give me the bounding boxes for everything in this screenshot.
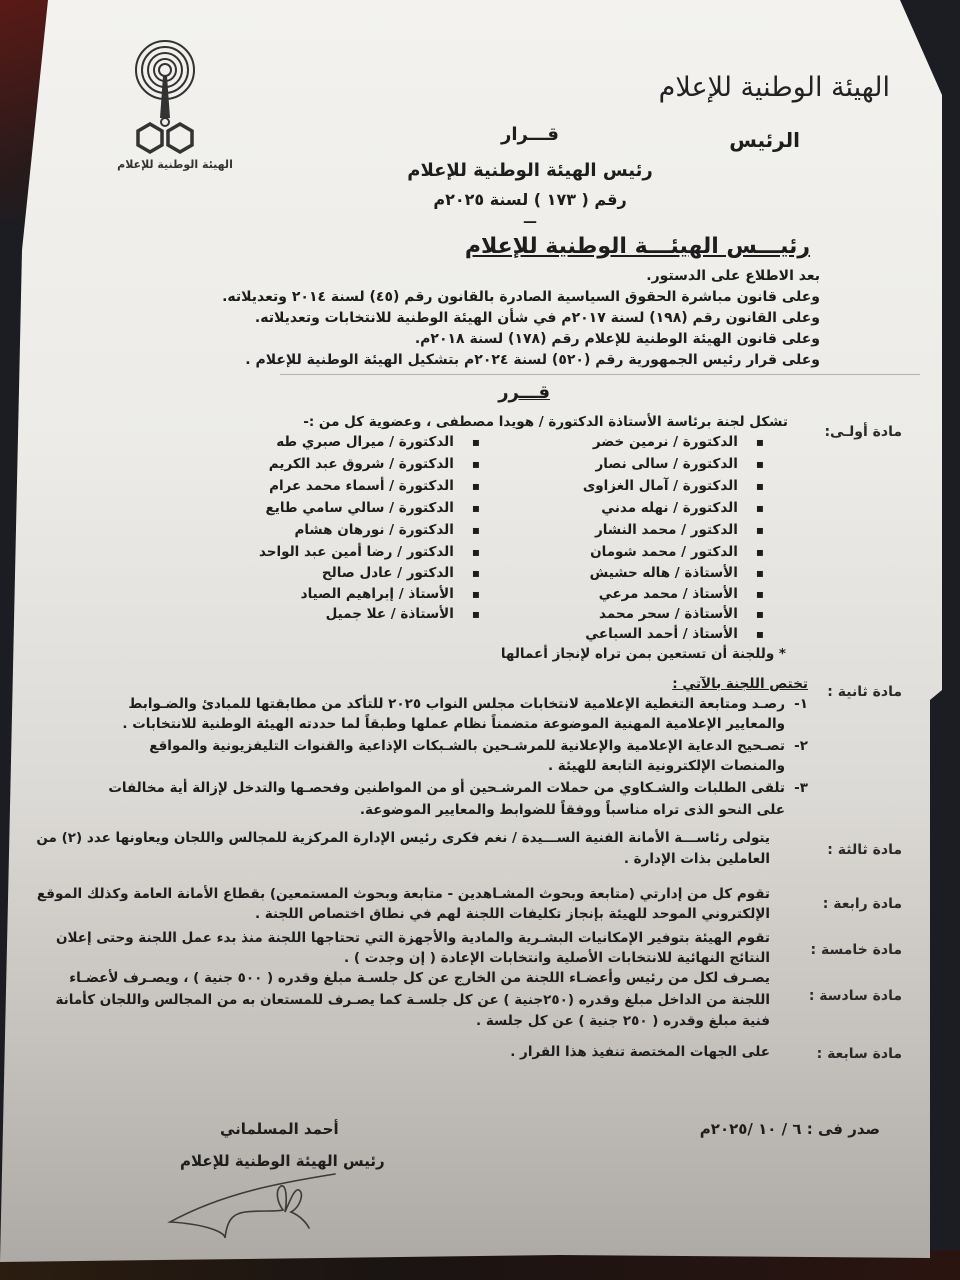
member-list-item: ▪ الدكتورة / نرمين خضر (593, 434, 764, 450)
article-2-item-2-text: والمنصات الإلكترونية التابعة للهيئة . (547, 758, 785, 774)
preamble-line: وعلى القانون رقم (١٩٨) لسنة ٢٠١٧م في شأن الهيئة الوطنية للانتخابات وتعديلاته. (254, 310, 820, 326)
article-2-item-1-text: والمعايير الإعلامية المهنية الموضوعة متضمناً نظام عملها وطبقاً لما حددته الهيئة الوطنية للانتخابات . (122, 716, 785, 732)
article-4-text: تقوم كل من إدارتي (متابعة وبحوث المشـاهدين - متابعة وبحوث المستمعين) بقطاع الأمانة العامة وكذلك الموقع (36, 886, 770, 902)
article-2-item-2-num: ٢- (794, 738, 808, 754)
member-list-item: ▪ الدكتورة / نورهان هشام (294, 522, 480, 538)
article-2-item-2-text: تصـحيح الدعاية الإعلامية والإعلانية للمرشـحين بالشـبكات الإذاعية والقنوات التليفزيونية والمواقع (149, 738, 785, 754)
issuer-title: رئيس الهيئة الوطنية للإعلام (407, 160, 653, 181)
member-list-item: ▪ الدكتور / رضا أمين عبد الواحد (259, 544, 480, 560)
member-list-item: ▪ الدكتور / محمد شومان (590, 544, 764, 560)
article-2-item-1-num: ١- (794, 696, 808, 712)
org-name-heading: الهيئة الوطنية للإعلام (658, 72, 890, 103)
article-3-text: يتولى رئاســـة الأمانة الفنية الســـيدة / نغم فكرى رئيس الإدارة المركزية للمجالس واللجان ويعاونها عدد (٢) من (36, 830, 770, 846)
article-6-text: فنية مبلغ وقدره ( ٢٥٠ جنية ) عن كل جلسة . (476, 1013, 770, 1029)
preamble-line: وعلى قانون الهيئة الوطنية للإعلام رقم (١٧٨) لسنة ٢٠١٨م. (414, 331, 820, 347)
fold-line (280, 374, 920, 375)
member-list-item: ▪ الأستاذة / هاله حشيش (590, 565, 764, 581)
member-list-item: ▪ الدكتور / محمد النشار (595, 522, 764, 538)
decided-heading: قـــرر (498, 382, 550, 403)
article-2-item-1-text: رصـد ومتابعة التغطية الإعلامية لانتخابات مجلس النواب ٢٠٢٥ للتأكد من مطابقتها للمبادئ والضـوابط (128, 696, 785, 712)
article-4-label: مادة رابعة : (822, 896, 902, 912)
member-list-item: ▪ الدكتورة / آمال الغزاوى (583, 478, 764, 494)
article-5-text: تقوم الهيئة بتوفير الإمكانيات البشـرية والمادية والأجهزة التي تحتاجها اللجنة منذ بدء عمل اللجنة وحتى إعلان (55, 930, 770, 946)
article-2-item-3-text: على النحو الذى تراه مناسباً ووفقاً للضوابط والمعايير الموضوعة. (359, 802, 785, 818)
preamble-heading: رئيـــس الهيئـــة الوطنية للإعلام (464, 234, 810, 259)
article-7-text: على الجهات المختصة تنفيذ هذا القرار . (510, 1044, 770, 1060)
signatory-name: أحمد المسلماني (220, 1120, 339, 1138)
member-list-item: ▪ الأستاذ / أحمد السباعي (585, 626, 764, 642)
article-6-text: اللجنة من الداخل مبلغ وقدره (٢٥٠جنية ) عن كل جلسـة كما يصـرف للمستعان به من المجالس واللجان كأمانة (55, 992, 770, 1008)
article-2-label: مادة ثانية : (827, 684, 902, 700)
antenna-signal-hexagon-logo-icon (110, 38, 220, 158)
member-list-item: ▪ الأستاذ / محمد مرعي (599, 586, 764, 602)
issued-date: صدر فى : ٦ / ١٠ /٢٠٢٥م (699, 1120, 880, 1138)
decision-number: رقم ( ١٧٣ ) لسنة ٢٠٢٥م (433, 190, 627, 209)
member-list-item: ▪ الدكتورة / سالي سامي طايع (266, 500, 480, 516)
article-5-label: مادة خامسة : (810, 942, 902, 958)
header-dash: — (523, 214, 537, 230)
article-6-text: يصـرف لكل من رئيس وأعضـاء اللجنة من الخارج عن كل جلسـة مبلغ وقدره ( ٥٠٠ جنية ) ، ويصـرف لأعضـاء (69, 970, 770, 986)
article-3-label: مادة ثالثة : (827, 842, 902, 858)
article-3-text: العاملين بذات الإدارة . (623, 851, 770, 867)
member-list-item: ▪ الدكتورة / أسماء محمد عرام (269, 478, 480, 494)
article-2-item-3-num: ٣- (794, 780, 808, 796)
member-list-item: ▪ الأستاذة / سحر محمد (599, 606, 764, 622)
article-4-text: الإلكتروني الموحد للهيئة بإنجاز تكليفات اللجنة لهم في نطاق اختصاص اللجنة . (254, 906, 770, 922)
signatory-title: رئيس الهيئة الوطنية للإعلام (180, 1152, 385, 1170)
article-1-intro: تشكل لجنة برئاسة الأستاذة الدكتورة / هويدا مصطفى ، وعضوية كل من :- (303, 414, 788, 430)
article-1-label: مادة أولـى: (824, 424, 902, 440)
article-2-intro: تختص اللجنة بالآتي : (672, 676, 808, 692)
member-list-item: ▪ الدكتورة / سالى نصار (595, 456, 764, 472)
article-7-label: مادة سابعة : (816, 1046, 902, 1062)
handwritten-signature-icon (165, 1172, 345, 1242)
member-list-item: ▪ الأستاذ / إبراهيم الصياد (301, 586, 480, 602)
member-list-item: ▪ الدكتورة / نهله مدني (601, 500, 764, 516)
member-list-item: ▪ الأستاذة / علا جميل (326, 606, 480, 622)
decision-word: قـــرار (501, 124, 559, 145)
article-1-note: * وللجنة أن تستعين بمن تراه لإنجاز أعمالها (500, 646, 786, 662)
article-6-label: مادة سادسة : (808, 988, 902, 1004)
article-5-text: النتائج النهائية للانتخابات الأصلية وانتخابات الإعادة ( إن وجدت ) . (344, 950, 770, 966)
logo-caption: الهيئة الوطنية للإعلام (117, 158, 233, 171)
member-list-item: ▪ الدكتورة / ميرال صبري طه (276, 434, 480, 450)
member-list-item: ▪ الدكتور / عادل صالح (322, 565, 480, 581)
preamble-line: وعلى قانون مباشرة الحقوق السياسية الصادرة بالقانون رقم (٤٥) لسنة ٢٠١٤ وتعديلاته. (222, 289, 820, 305)
office-title: الرئيس (729, 128, 800, 152)
preamble-line: وعلى قرار رئيس الجمهورية رقم (٥٢٠) لسنة ٢٠٢٤م بتشكيل الهيئة الوطنية للإعلام . (245, 352, 820, 368)
member-list-item: ▪ الدكتورة / شروق عبد الكريم (269, 456, 480, 472)
preamble-line: بعد الاطلاع على الدستور. (646, 268, 820, 284)
article-2-item-3-text: تلقى الطلبات والشـكاوي من حملات المرشـحين أو من المواطنين وفحصـها والتدخل لإزالة أية مخالفات (108, 780, 785, 796)
